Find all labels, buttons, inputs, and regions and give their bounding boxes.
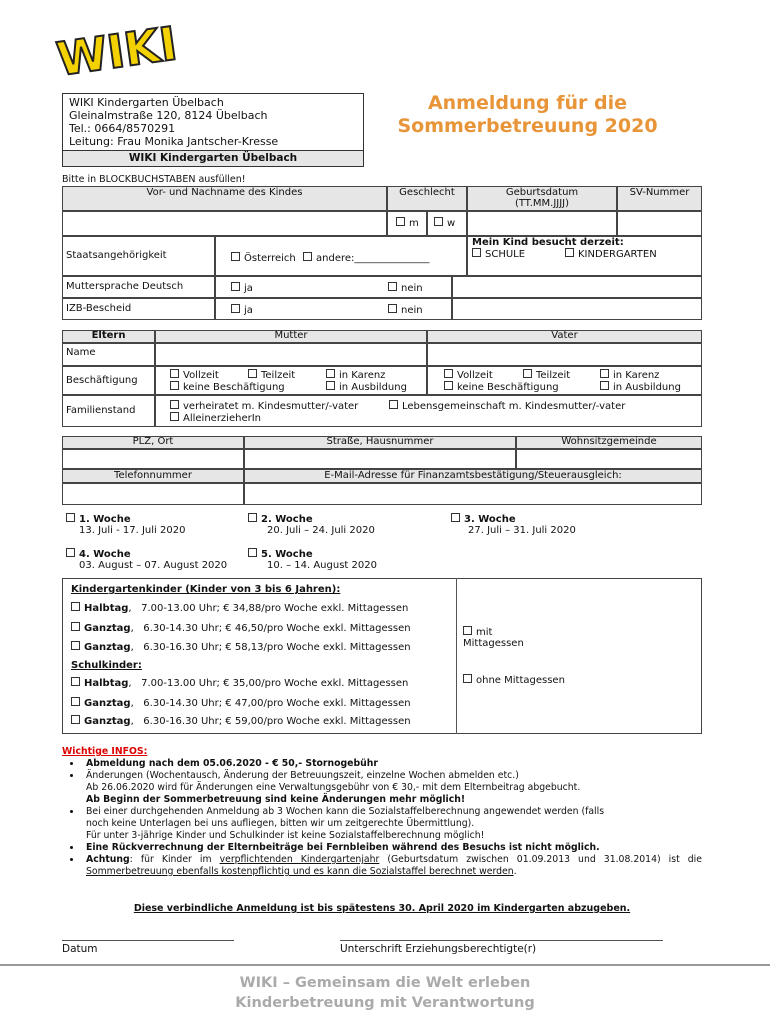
checkbox-icon[interactable]	[434, 217, 443, 226]
school-header: Schulkinder:	[71, 660, 142, 671]
school-price-row[interactable]: Ganztag, 6.30-14.30 Uhr; € 47,00/pro Woche exkl. Mittagessen	[71, 697, 411, 710]
mother-header: Mutter	[274, 330, 308, 341]
signature-label: Unterschrift Erziehungsberechtigte(r)	[340, 943, 537, 955]
checkbox-icon[interactable]	[565, 248, 574, 257]
instruction-text: Bitte in BLOCKBUCHSTABEN ausfüllen!	[62, 174, 246, 185]
mother-tongue-no[interactable]: nein	[388, 282, 423, 295]
plz-input[interactable]	[62, 449, 244, 469]
address-box	[62, 93, 364, 167]
price-divider	[456, 578, 457, 734]
checkbox-icon[interactable]	[66, 513, 75, 522]
email-header: E-Mail-Adresse für Finanzamtsbestätigung/Steuerausgleich:	[324, 470, 622, 481]
child-name-header: Vor- und Nachname des Kindes	[146, 187, 303, 198]
with-lunch-label: Mittagessen	[463, 638, 524, 649]
address-line: Leitung: Frau Monika Jantscher-Kresse	[69, 135, 279, 148]
page-title	[385, 92, 670, 138]
checkbox-icon[interactable]	[451, 513, 460, 522]
logo-text: WIKI	[53, 16, 181, 87]
checkbox-icon[interactable]	[170, 381, 179, 390]
father-unemployed[interactable]: keine Beschäftigung	[444, 381, 559, 394]
gender-m-option[interactable]: m	[396, 217, 419, 230]
sv-header: SV-Nummer	[629, 187, 690, 198]
partnership-option[interactable]: Lebensgemeinschaft m. Kindesmutter/-vater	[389, 400, 625, 413]
sv-input[interactable]	[617, 211, 702, 236]
nationality-other-option[interactable]: andere:_______________	[303, 252, 429, 265]
checkbox-icon[interactable]	[231, 304, 240, 313]
kindergarten-option[interactable]: KINDERGARTEN	[565, 248, 657, 261]
week-1-dates: 13. Juli - 17. Juli 2020	[79, 525, 186, 536]
checkbox-icon[interactable]	[600, 369, 609, 378]
checkbox-icon[interactable]	[170, 400, 179, 409]
week-1-option[interactable]: 1. Woche	[66, 513, 131, 526]
father-name-input[interactable]	[427, 343, 702, 366]
mother-name-input[interactable]	[155, 343, 427, 366]
address-line: Tel.: 0664/8570291	[69, 122, 176, 135]
street-input[interactable]	[244, 449, 516, 469]
slogan-line-1: WIKI – Gemeinsam die Welt erleben	[239, 975, 531, 991]
week-5-option[interactable]: 5. Woche	[248, 548, 313, 561]
current-care-header: Mein Kind besucht derzeit:	[472, 237, 624, 248]
mother-training[interactable]: in Ausbildung	[326, 381, 407, 394]
info-item: • Änderungen (Wochentausch, Änderung der Betreuungszeit, einzelne Wochen abmelden etc.) Ab 26.06.2020 wird für Änderungen eine Verwaltungsgebühr von € 30,- mit dem Elternbeitrag abgebucht. Ab Beginn der Sommerbetreuung sind keine Änderungen mehr möglich!	[82, 770, 702, 806]
mother-part-time[interactable]: Teilzeit	[248, 369, 295, 382]
checkbox-icon[interactable]	[523, 369, 532, 378]
title-line-1: Anmeldung für die	[427, 92, 628, 114]
checkbox-icon[interactable]	[463, 674, 472, 683]
checkbox-icon[interactable]	[231, 252, 240, 261]
checkbox-icon[interactable]	[248, 548, 257, 557]
address-footer: WIKI Kindergarten Übelbach	[63, 150, 363, 166]
date-label: Datum	[62, 943, 98, 955]
mother-tongue-no-cell	[452, 276, 702, 298]
week-3-dates: 27. Juli – 31. Juli 2020	[468, 525, 576, 536]
kiga-price-row[interactable]: Halbtag, 7.00-13.00 Uhr; € 34,88/pro Woche exkl. Mittagessen	[71, 602, 408, 615]
nationality-austria-option[interactable]: Österreich	[231, 252, 296, 265]
important-infos	[62, 746, 702, 878]
izb-yes[interactable]: ja	[231, 304, 253, 317]
checkbox-icon[interactable]	[444, 381, 453, 390]
infos-header: Wichtige INFOS:	[62, 746, 148, 757]
checkbox-icon[interactable]	[248, 513, 257, 522]
date-line[interactable]	[62, 940, 234, 941]
birthdate-input[interactable]	[467, 211, 617, 236]
school-price-row[interactable]: Ganztag, 6.30-16.30 Uhr; € 59,00/pro Woche exkl. Mittagessen	[71, 715, 411, 728]
father-part-time[interactable]: Teilzeit	[523, 369, 570, 382]
checkbox-icon[interactable]	[396, 217, 405, 226]
checkbox-icon[interactable]	[71, 622, 80, 631]
father-full-time[interactable]: Vollzeit	[444, 369, 493, 382]
single-parent-option[interactable]: AlleinerzieherIn	[170, 412, 261, 425]
izb-no-cell	[452, 298, 702, 320]
school-option[interactable]: SCHULE	[472, 248, 525, 261]
checkbox-icon[interactable]	[600, 381, 609, 390]
email-input[interactable]	[244, 483, 702, 505]
mother-unemployed[interactable]: keine Beschäftigung	[170, 381, 285, 394]
checkbox-icon[interactable]	[388, 282, 397, 291]
checkbox-icon[interactable]	[388, 304, 397, 313]
kiga-price-row[interactable]: Ganztag, 6.30-16.30 Uhr; € 58,13/pro Woche exkl. Mittagessen	[71, 641, 411, 654]
married-option[interactable]: verheiratet m. Kindesmutter/-vater	[170, 400, 358, 413]
week-2-option[interactable]: 2. Woche	[248, 513, 313, 526]
mother-tongue-yes[interactable]: ja	[231, 282, 253, 295]
week-4-option[interactable]: 4. Woche	[66, 548, 131, 561]
father-training[interactable]: in Ausbildung	[600, 381, 681, 394]
checkbox-icon[interactable]	[326, 369, 335, 378]
school-price-row[interactable]: Halbtag, 7.00-13.00 Uhr; € 35,00/pro Woche exkl. Mittagessen	[71, 677, 408, 690]
signature-line[interactable]	[340, 940, 663, 941]
izb-label: IZB-Bescheid	[66, 303, 132, 314]
info-item: • Eine Rückverrechnung der Elternbeiträge bei Fernbleiben während des Besuchs ist nicht möglich.	[82, 842, 702, 854]
parents-header: Eltern	[91, 330, 126, 341]
birthdate-header: Geburtsdatum	[505, 187, 579, 198]
info-item: • Bei einer durchgehenden Anmeldung ab 3 Wochen kann die Sozialstaffelberechnung angewendet werden (falls noch keine Unterlagen bei uns aufliegen, bitten wir um zeitgerechte Übermittlung). Für unter 3-jährige Kinder und Schulkinder ist keine Sozialstaffelberechnung möglich!	[82, 806, 702, 842]
checkbox-icon[interactable]	[303, 252, 312, 261]
week-5-dates: 10. – 14. August 2020	[267, 560, 377, 571]
checkbox-icon[interactable]	[463, 626, 472, 635]
kiga-price-row[interactable]: Ganztag, 6.30-14.30 Uhr; € 46,50/pro Woche exkl. Mittagessen	[71, 622, 411, 635]
info-item: • Abmeldung nach dem 05.06.2020 - € 50,- Stornogebühr	[82, 758, 702, 770]
child-name-input[interactable]	[62, 211, 387, 236]
checkbox-icon[interactable]	[472, 248, 481, 257]
residence-header: Wohnsitzgemeinde	[561, 436, 657, 447]
checkbox-icon[interactable]	[71, 715, 80, 724]
checkbox-icon[interactable]	[248, 369, 257, 378]
mother-leave[interactable]: in Karenz	[326, 369, 385, 382]
marital-label: Familienstand	[66, 405, 136, 416]
gender-w-option[interactable]: w	[434, 217, 455, 230]
footer-divider	[0, 964, 770, 966]
kiga-header: Kindergartenkinder (Kinder von 3 bis 6 Jahren):	[71, 584, 341, 595]
infos-list	[62, 758, 702, 878]
residence-input[interactable]	[516, 449, 702, 469]
checkbox-icon[interactable]	[71, 677, 80, 686]
phone-header: Telefonnummer	[114, 470, 192, 481]
checkbox-icon[interactable]	[444, 369, 453, 378]
week-2-dates: 20. Juli – 24. Juli 2020	[267, 525, 375, 536]
father-header: Vater	[551, 330, 578, 341]
title-line-2: Sommerbetreuung 2020	[397, 115, 658, 137]
mother-tongue-label: Muttersprache Deutsch	[66, 281, 184, 292]
checkbox-icon[interactable]	[170, 412, 179, 421]
checkbox-icon[interactable]	[326, 381, 335, 390]
slogan-line-2: Kinderbetreuung mit Verantwortung	[235, 995, 535, 1011]
address-line: WIKI Kindergarten Übelbach	[69, 96, 224, 109]
deadline-notice: Diese verbindliche Anmeldung ist bis spätestens 30. April 2020 im Kindergarten abzugeben.	[133, 903, 631, 914]
employment-label: Beschäftigung	[66, 375, 138, 386]
week-3-option[interactable]: 3. Woche	[451, 513, 516, 526]
footer-slogan	[0, 973, 770, 1013]
checkbox-icon[interactable]	[231, 282, 240, 291]
checkbox-icon[interactable]	[71, 641, 80, 650]
mother-full-time[interactable]: Vollzeit	[170, 369, 219, 382]
checkbox-icon[interactable]	[71, 697, 80, 706]
checkbox-icon[interactable]	[389, 400, 398, 409]
checkbox-icon[interactable]	[66, 548, 75, 557]
name-label: Name	[66, 347, 96, 358]
without-lunch-option[interactable]: ohne Mittagessen	[463, 674, 565, 687]
info-item: • Achtung: für Kinder im verpflichtenden Kindergartenjahr (Geburtsdatum zwischen 01.09.2013 und 31.08.2014) ist die Sommerbetreuung ebenfalls kostenpflichtig und es kann die Sozialstaffel berechnet werden.	[82, 854, 702, 878]
week-4-dates: 03. August – 07. August 2020	[79, 560, 228, 571]
father-leave[interactable]: in Karenz	[600, 369, 659, 382]
checkbox-icon[interactable]	[71, 602, 80, 611]
izb-no[interactable]: nein	[388, 304, 423, 317]
wiki-logo	[52, 14, 181, 87]
address-line: Gleinalmstraße 120, 8124 Übelbach	[69, 109, 268, 122]
nationality-label: Staatsangehörigkeit	[66, 250, 167, 261]
checkbox-icon[interactable]	[170, 369, 179, 378]
gender-header: Geschlecht	[399, 187, 455, 198]
phone-input[interactable]	[62, 483, 244, 505]
with-lunch-option[interactable]: mit	[463, 626, 492, 639]
street-header: Straße, Hausnummer	[326, 436, 434, 447]
plz-header: PLZ, Ort	[132, 436, 174, 447]
birthdate-format: (TT.MM.JJJJ)	[514, 198, 570, 209]
